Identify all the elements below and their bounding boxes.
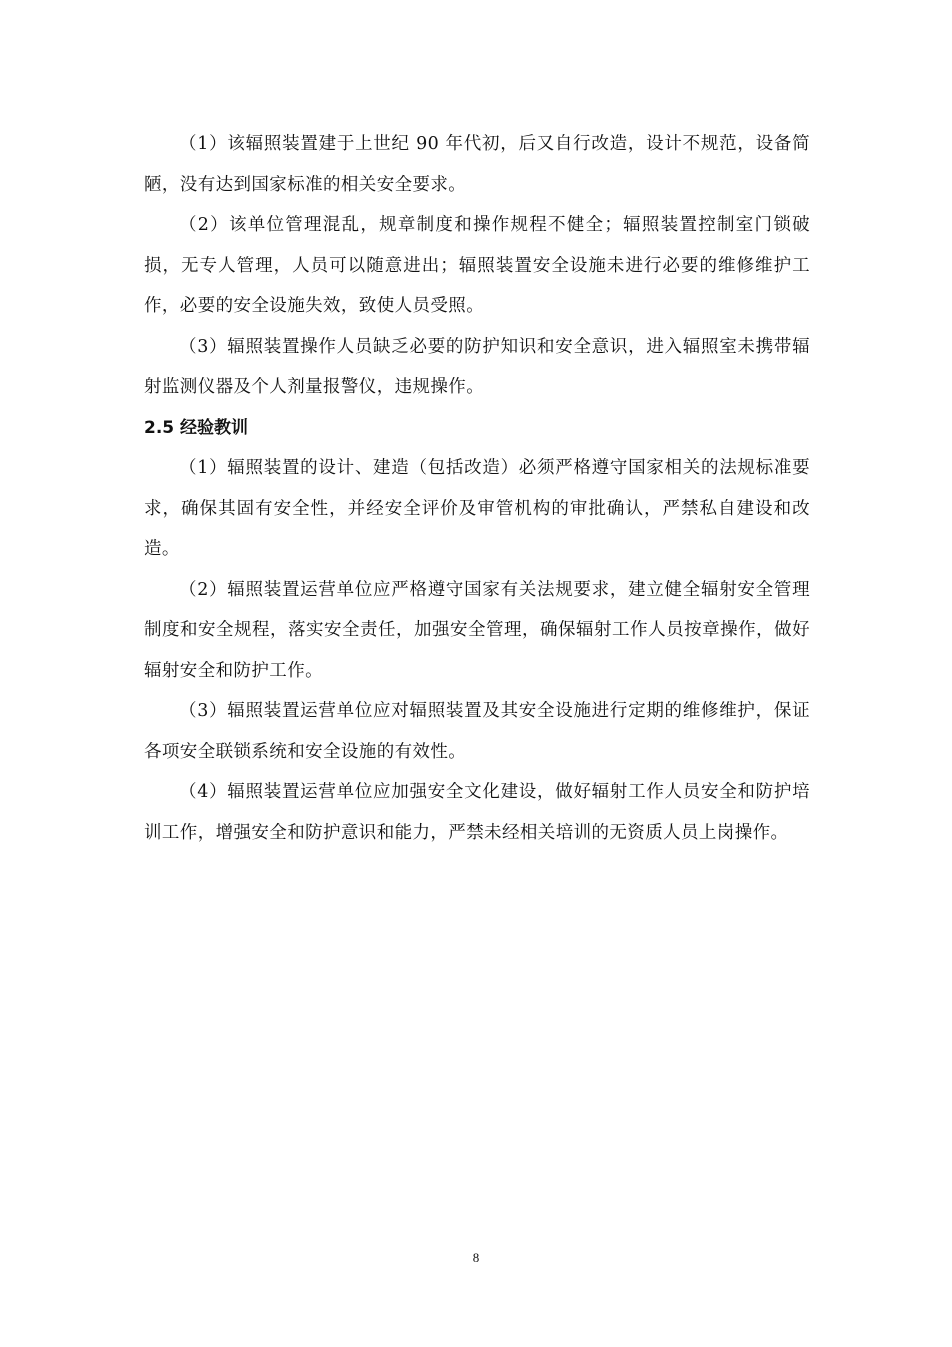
lesson-paragraph-2: （2）辐照装置运营单位应严格遵守国家有关法规要求，建立健全辐射安全管理制度和安全规程，落实安全责任，加强安全管理，确保辐射工作人员按章操作，做好辐射安全和防护工作。	[144, 579, 810, 681]
page-number: 8	[472, 1250, 480, 1265]
cause-paragraph-2: （2）该单位管理混乱，规章制度和操作规程不健全；辐照装置控制室门锁破损，无专人管理，人员可以随意进出；辐照装置安全设施未进行必要的维修维护工作，必要的安全设施失效，致使人员受照。	[144, 215, 810, 316]
cause-paragraph-3: （3）辐照装置操作人员缺乏必要的防护知识和安全意识，进入辐照室未携带辐射监测仪器及个人剂量报警仪，违规操作。	[144, 336, 810, 397]
lesson-paragraph-3: （3）辐照装置运营单位应对辐照装置及其安全设施进行定期的维修维护，保证各项安全联锁系统和安全设施的有效性。	[144, 701, 810, 762]
lesson-paragraph-4: （4）辐照装置运营单位应加强安全文化建设，做好辐射工作人员安全和防护培训工作，增强安全和防护意识和能力，严禁未经相关培训的无资质人员上岗操作。	[144, 782, 810, 843]
lesson-paragraph-1: （1）辐照装置的设计、建造（包括改造）必须严格遵守国家相关的法规标准要求，确保其固有安全性，并经安全评价及审管机构的审批确认，严禁私自建设和改造。	[144, 458, 810, 559]
page-body	[144, 124, 810, 853]
cause-paragraph-1: （1）该辐照装置建于上世纪 90 年代初，后又自行改造，设计不规范，设备简陋，没有达到国家标准的相关安全要求。	[144, 134, 810, 195]
section-heading: 2.5 经验教训	[144, 417, 249, 438]
